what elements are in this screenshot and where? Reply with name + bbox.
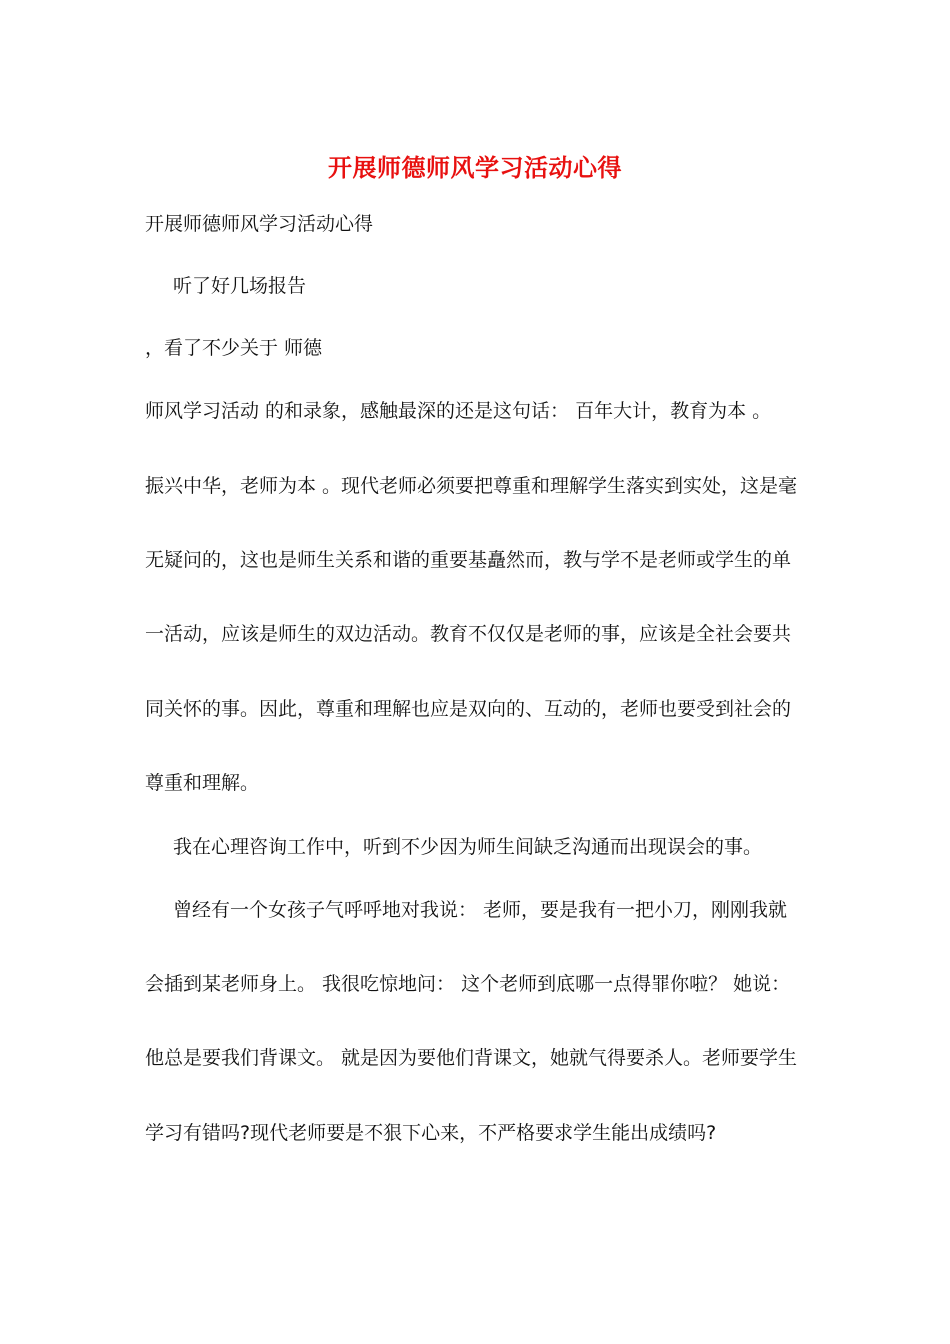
paragraph-line: 学习有错吗?现代老师要是不狠下心来，不严格要求学生能出成绩吗? [145,1122,717,1144]
paragraph-line: 振兴中华，老师为本 。现代老师必须要把尊重和理解学生落实到实处，这是毫 [145,475,798,497]
subtitle-line: 开展师德师风学习活动心得 [145,213,374,235]
paragraph-line: 同关怀的事。因此，尊重和理解也应是双向的、互动的，老师也要受到社会的 [145,698,792,720]
paragraph-line: 我在心理咨询工作中，听到不少因为师生间缺乏沟通而出现误会的事。 [173,836,763,858]
paragraph-line: 一活动，应该是师生的双边活动。教育不仅仅是老师的事，应该是全社会要共 [145,623,792,645]
document-title: 开展师德师风学习活动心得 [328,153,622,182]
paragraph-line: 尊重和理解。 [145,772,260,794]
paragraph-line: 师风学习活动 的和录象，感触最深的还是这句话： 百年大计，教育为本 。 [145,400,772,422]
paragraph-line: 曾经有一个女孩子气呼呼地对我说： 老师，要是我有一把小刀，刚刚我就 [173,899,788,921]
paragraph-line: 无疑问的，这也是师生关系和谐的重要基矗然而，教与学不是老师或学生的单 [145,549,792,571]
paragraph-line: 听了好几场报告 [173,275,307,297]
paragraph-line: 会插到某老师身上。 我很吃惊地问： 这个老师到底哪一点得罪你啦？ 她说： [145,973,791,995]
paragraph-line: 他总是要我们背课文。 就是因为要他们背课文，她就气得要杀人。老师要学生 [145,1047,798,1069]
paragraph-line: ，看了不少关于 师德 [145,337,323,359]
